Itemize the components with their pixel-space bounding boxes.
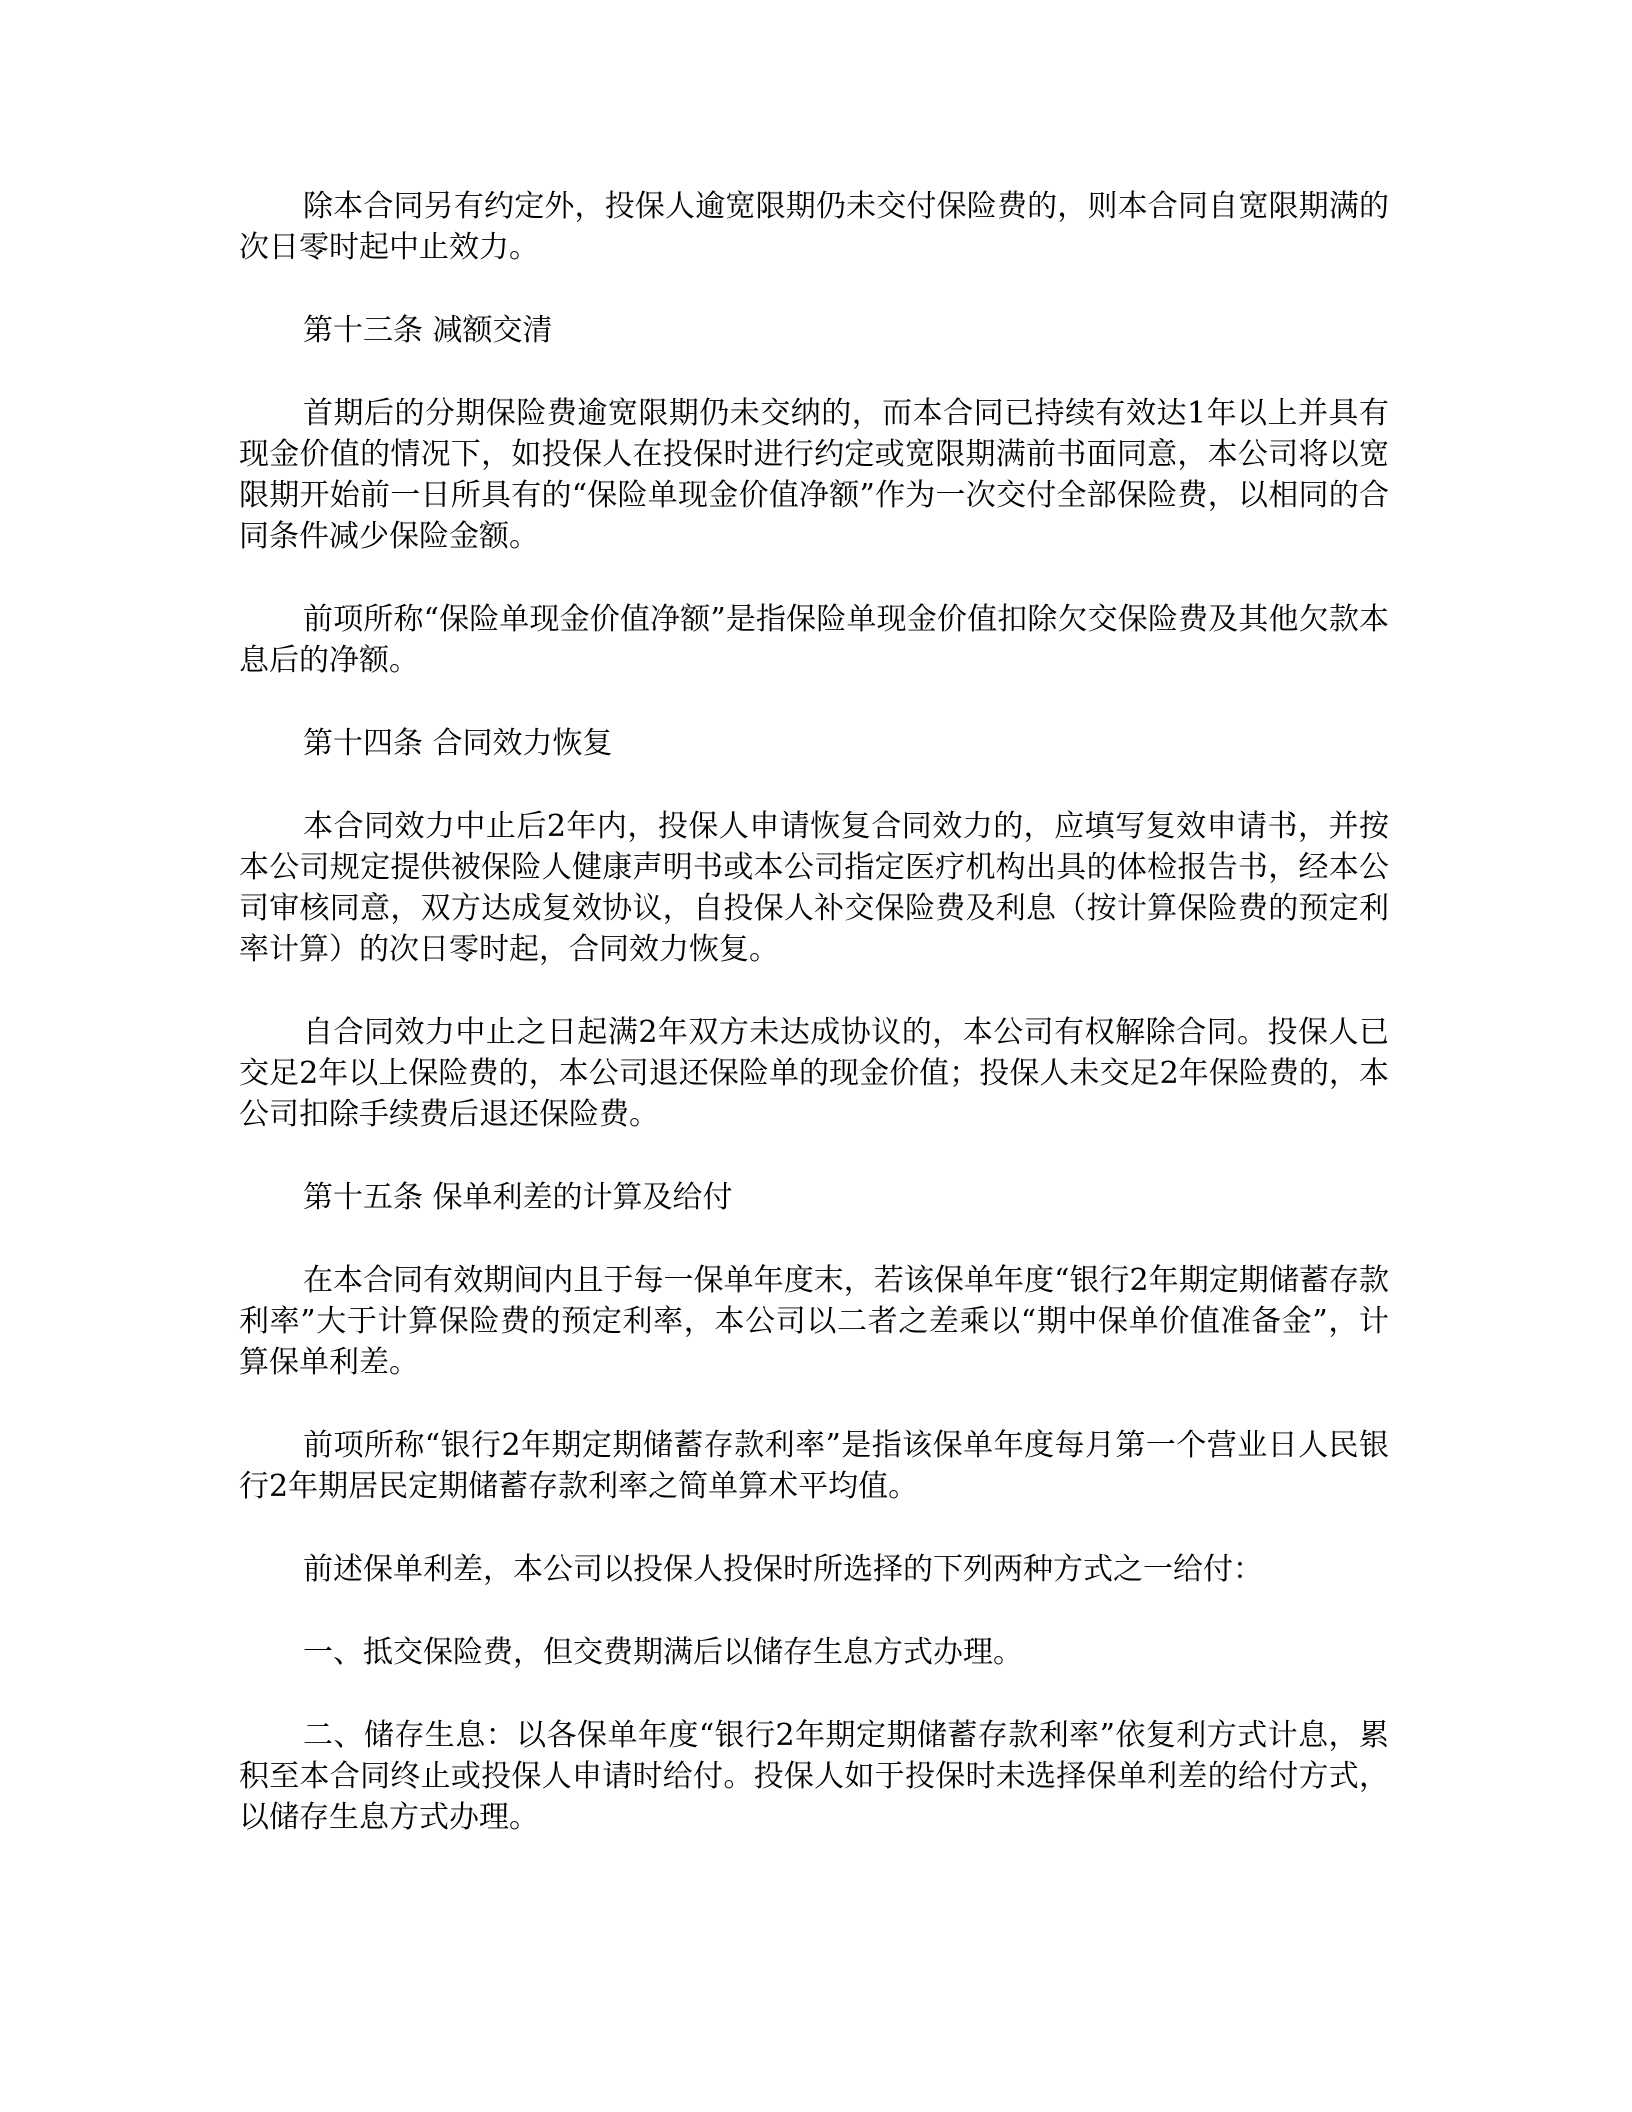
article-14-heading: 第十四条 合同效力恢复	[303, 726, 613, 761]
paragraph-termination: 自合同效力中止之日起满2年双方未达成协议的，本公司有权解除合同。投保人已交足2年以上保险费的，本公司退还保险单的现金价值；投保人未交足2年保险费的，本公司扣除手续费后退还保险费。	[239, 1015, 1389, 1132]
paragraph-bank-rate-definition: 前项所称“银行2年期定期储蓄存款利率”是指该保单年度每月第一个营业日人民银行2年期居民定期储蓄存款利率之简单算术平均值。	[239, 1428, 1389, 1504]
paragraph-reduced-paid-up: 首期后的分期保险费逾宽限期仍未交纳的，而本合同已持续有效达1年以上并具有现金价值的情况下，如投保人在投保时进行约定或宽限期满前书面同意，本公司将以宽限期开始前一日所具有的“保险单现金价值净额”作为一次交付全部保险费，以相同的合同条件减少保险金额。	[239, 396, 1389, 554]
document-body	[239, 186, 1389, 1880]
paragraph-reinstatement: 本合同效力中止后2年内，投保人申请恢复合同效力的，应填写复效申请书，并按本公司规定提供被保险人健康声明书或本公司指定医疗机构出具的体检报告书，经本公司审核同意，双方达成复效协议，自投保人补交保险费及利息（按计算保险费的预定利率计算）的次日零时起，合同效力恢复。	[239, 809, 1389, 967]
paragraph-suspension: 除本合同另有约定外，投保人逾宽限期仍未交付保险费的，则本合同自宽限期满的次日零时起中止效力。	[239, 189, 1389, 265]
paragraph-interest-spread-calculation: 在本合同有效期间内且于每一保单年度末，若该保单年度“银行2年期定期储蓄存款利率”大于计算保险费的预定利率，本公司以二者之差乘以“期中保单价值准备金”，计算保单利差。	[239, 1263, 1389, 1380]
paragraph-net-cash-value-definition: 前项所称“保险单现金价值净额”是指保险单现金价值扣除欠交保险费及其他欠款本息后的净额。	[239, 602, 1389, 678]
article-13-heading: 第十三条 减额交清	[303, 313, 553, 348]
paragraph-payment-options-intro: 前述保单利差，本公司以投保人投保时所选择的下列两种方式之一给付：	[303, 1552, 1263, 1587]
article-15-heading: 第十五条 保单利差的计算及给付	[303, 1180, 733, 1215]
paragraph-option-one: 一、抵交保险费，但交费期满后以储存生息方式办理。	[303, 1635, 1023, 1670]
paragraph-option-two: 二、储存生息：以各保单年度“银行2年期定期储蓄存款利率”依复利方式计息，累积至本合同终止或投保人申请时给付。投保人如于投保时未选择保单利差的给付方式，以储存生息方式办理。	[239, 1718, 1389, 1835]
